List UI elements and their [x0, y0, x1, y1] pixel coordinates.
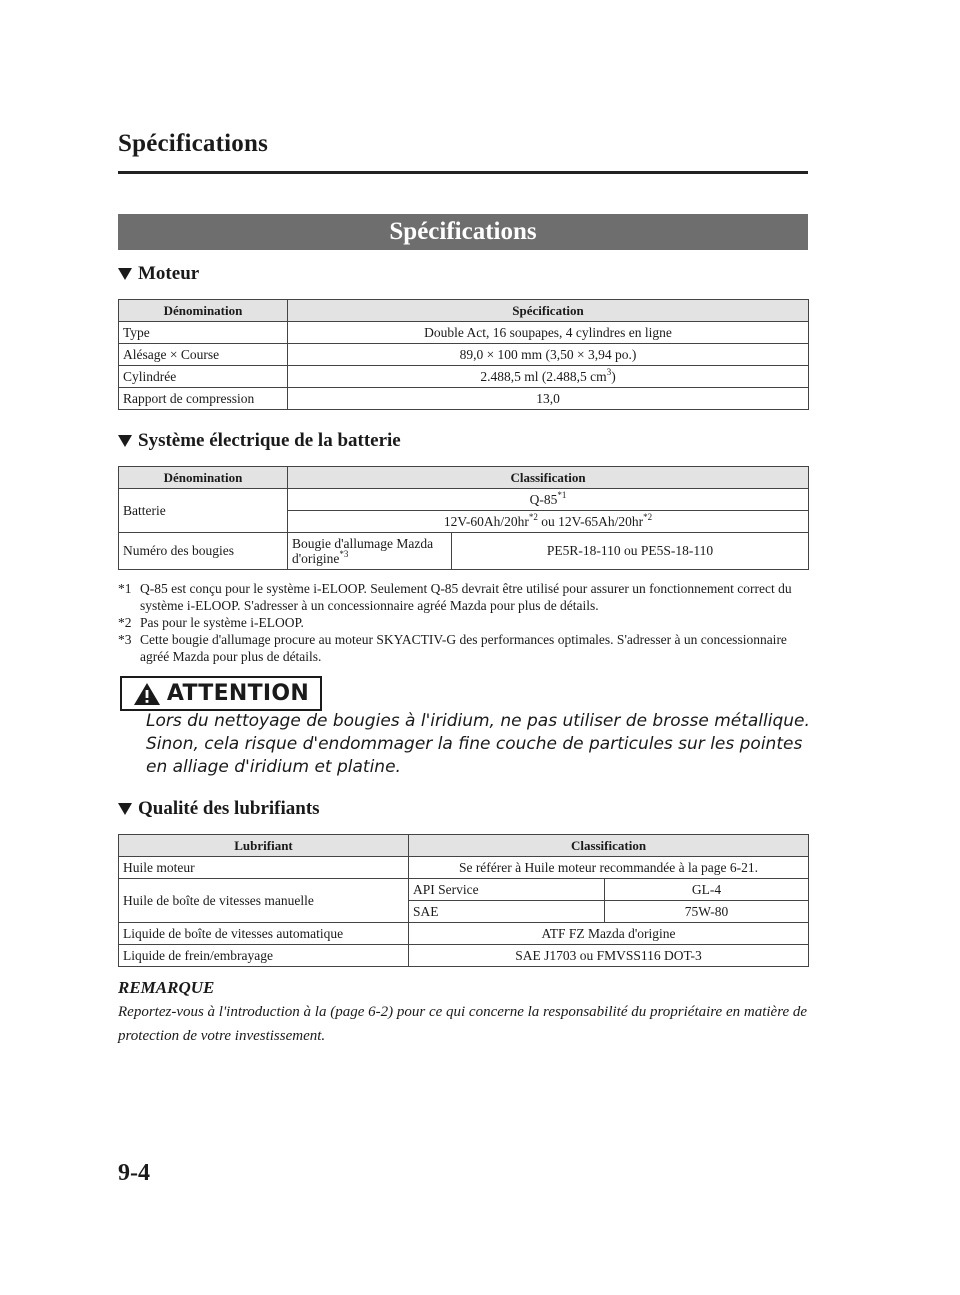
- footnotes: [118, 580, 818, 665]
- attention-text: Lors du nettoyage de bougies à l'iridium, ne pas utiliser de brosse métallique. Sinon, cela risque d'endommager la fine couche de particules sur les pointes en alliage d'iridium et platine.: [146, 711, 810, 777]
- row-value: SAE J1703 ou FMVSS116 DOT-3: [409, 945, 809, 967]
- attention-box: [120, 676, 322, 711]
- table-row: [119, 533, 809, 570]
- table-row: [119, 388, 809, 410]
- row-value: GL-4: [605, 879, 809, 901]
- section-heading-electrique: [118, 430, 401, 452]
- footnote: *1 Q-85 est conçu pour le système i-ELOOP. Seulement Q-85 devrait être utilisé pour assurer un fonctionnement correct du système i-ELOOP. S'adresser à un concessionnaire agréé Mazda pour plus de détails.: [118, 581, 792, 613]
- chapter-title: Spécifications: [118, 130, 269, 157]
- section-title: Système électrique de la batterie: [138, 430, 401, 451]
- row-sublabel: API Service: [409, 879, 605, 901]
- section-heading-moteur: [118, 263, 199, 285]
- chapter-divider: [118, 171, 808, 174]
- row-value: 89,0 × 100 mm (3,50 × 3,94 po.): [288, 344, 809, 366]
- footnote: *3 Cette bougie d'allumage procure au moteur SKYACTIV-G des performances optimales. S'adresser à un concessionnaire agréé Mazda pour plus de détails.: [118, 632, 787, 664]
- row-value: Double Act, 16 soupapes, 4 cylindres en ligne: [288, 322, 809, 344]
- remarque-title: REMARQUE: [118, 978, 215, 997]
- row-label: Huile de boîte de vitesses manuelle: [119, 879, 409, 923]
- table-row: [119, 923, 809, 945]
- table-row: [119, 857, 809, 879]
- section-heading-lubrifiants: [118, 798, 320, 820]
- row-value: 13,0: [288, 388, 809, 410]
- column-header: Classification: [409, 835, 809, 857]
- table-row: [119, 879, 809, 901]
- page-number: 9-4: [118, 1160, 150, 1186]
- row-value: ATF FZ Mazda d'origine: [409, 923, 809, 945]
- column-header: Lubrifiant: [119, 835, 409, 857]
- column-header: Dénomination: [119, 467, 288, 489]
- row-label: Alésage × Course: [119, 344, 288, 366]
- column-header: Spécification: [288, 300, 809, 322]
- row-sublabel: Bougie d'allumage Mazda d'origine$^{*3}$: [288, 533, 452, 570]
- row-label: Huile moteur: [119, 857, 409, 879]
- row-value: 75W-80: [605, 901, 809, 923]
- table-row: [119, 322, 809, 344]
- table-row: [119, 489, 809, 511]
- section-title: Qualité des lubrifiants: [138, 798, 320, 819]
- row-label: Liquide de frein/embrayage: [119, 945, 409, 967]
- row-value: PE5R-18-110 ou PE5S-18-110: [452, 533, 809, 570]
- triangle-marker-icon: [118, 435, 132, 447]
- row-value: Se référer à Huile moteur recommandée à la page 6-21.: [409, 857, 809, 879]
- moteur-table: [118, 299, 809, 410]
- remarque-text: Reportez-vous à l'introduction à la (page 6-2) pour ce qui concerne la responsabilité du propriétaire en matière de protection de votre investissement.: [118, 1004, 808, 1044]
- row-label: Type: [119, 322, 288, 344]
- warning-icon: [133, 682, 161, 706]
- row-label: Cylindrée: [119, 366, 288, 388]
- footnote: *2 Pas pour le système i-ELOOP.: [118, 615, 304, 630]
- row-value: Q-85$^{*1}$: [288, 489, 809, 511]
- section-title: Moteur: [138, 263, 200, 284]
- attention-label: ATTENTION: [166, 681, 310, 706]
- row-value: $12V-60Ah/20hr^{*2}$ ou $12V-65Ah/20hr^{*2}$: [288, 511, 809, 533]
- triangle-marker-icon: [118, 268, 132, 280]
- row-label: Rapport de compression: [119, 388, 288, 410]
- lubrifiants-table: [118, 834, 809, 967]
- section-banner: Spécifications: [118, 214, 808, 250]
- table-row: [119, 344, 809, 366]
- row-sublabel: SAE: [409, 901, 605, 923]
- row-value: 2.488,5 ml (2.488,5 $cm^3$): [288, 366, 809, 388]
- table-row: [119, 366, 809, 388]
- triangle-marker-icon: [118, 803, 132, 815]
- electrique-table: [118, 466, 809, 570]
- row-label: Batterie: [119, 489, 288, 533]
- column-header: Dénomination: [119, 300, 288, 322]
- row-label: Liquide de boîte de vitesses automatique: [119, 923, 409, 945]
- row-label: Numéro des bougies: [119, 533, 288, 570]
- table-row: [119, 945, 809, 967]
- column-header: Classification: [288, 467, 809, 489]
